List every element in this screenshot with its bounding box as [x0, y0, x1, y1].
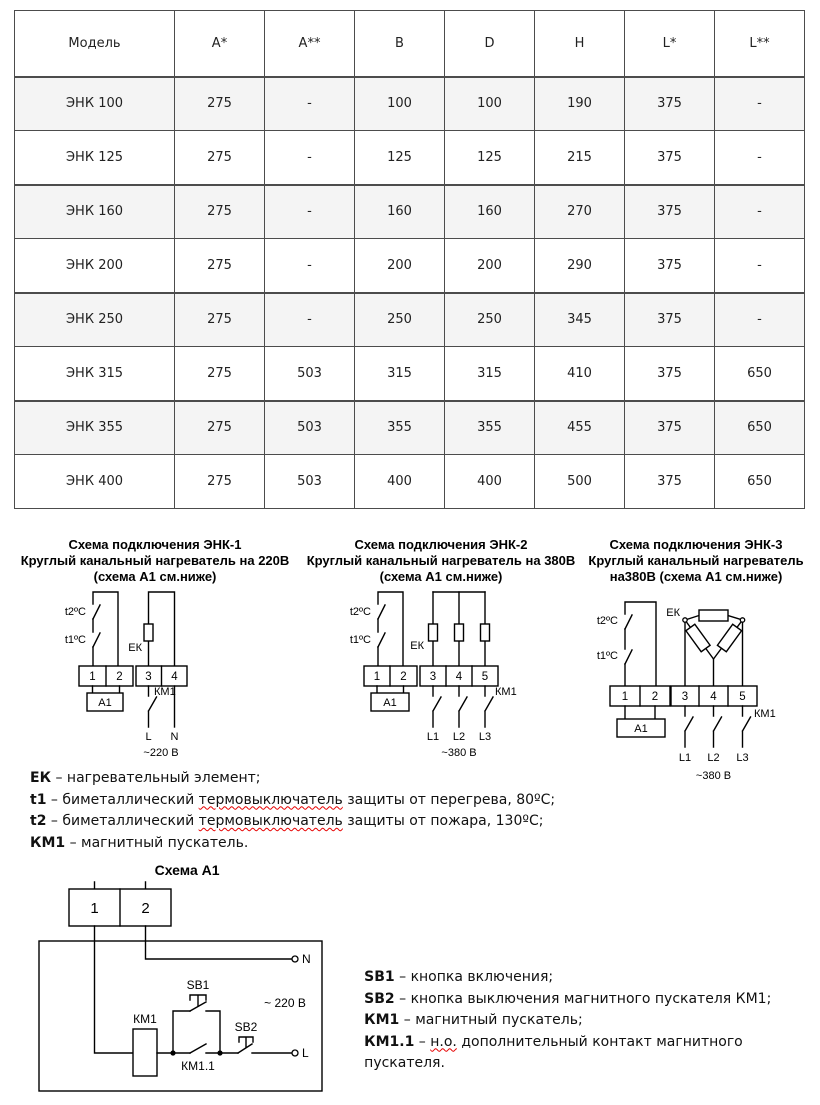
value-cell: 125 [445, 131, 535, 185]
value-cell: 503 [265, 347, 355, 401]
value-cell: - [715, 77, 805, 131]
a1-box-label: А1 [383, 697, 397, 709]
value-cell: 100 [445, 77, 535, 131]
value-cell: 315 [445, 347, 535, 401]
t1-thermal-switch-label: t1ºC [596, 650, 618, 662]
legend-term: SB1 [364, 969, 395, 985]
a1-box-label: А1 [634, 723, 648, 735]
terminal-number: 1 [373, 671, 381, 683]
t2-thermal-switch-label: t2ºC [596, 615, 618, 627]
title-line: Схема подключения ЭНК-1 [68, 537, 242, 552]
value-cell: 375 [625, 455, 715, 509]
value-cell: - [265, 185, 355, 239]
legend-item: КМ1 – магнитный пускатель. [30, 834, 249, 851]
terminal-number: 1 [89, 671, 96, 683]
wiring-diagrams-row [0, 537, 820, 784]
value-cell: 275 [175, 239, 265, 293]
heater-element-label: ЕК [128, 642, 142, 654]
legend-term: КМ1.1 [364, 1033, 415, 1050]
terminal-number: 1 [90, 900, 99, 917]
value-cell: 355 [445, 401, 535, 455]
value-cell: - [265, 239, 355, 293]
value-cell: 650 [715, 401, 805, 455]
model-cell: ЭНК 355 [15, 401, 175, 455]
value-cell: 375 [625, 77, 715, 131]
value-cell: 200 [355, 239, 445, 293]
contactor-coil-label: КМ1 [133, 1012, 157, 1026]
value-cell: 650 [715, 347, 805, 401]
title-line: Круглый канальный нагреватель на 220В [20, 553, 290, 568]
schema-a1 [20, 862, 354, 1103]
aux-contact-label: КМ1.1 [181, 1059, 215, 1073]
stop-button-label: SB2 [234, 1020, 258, 1034]
phase-label: L1 [426, 731, 440, 743]
column-header: A* [175, 11, 265, 77]
title-line: Круглый канальный нагреватель на 380В [306, 553, 576, 568]
contactor-label: КМ1 [154, 686, 176, 698]
neutral-label: N [170, 731, 179, 743]
terminal-number: 2 [400, 671, 407, 683]
value-cell: 250 [445, 293, 535, 347]
value-cell: 275 [175, 347, 265, 401]
value-cell: 270 [535, 185, 625, 239]
value-cell: 503 [265, 401, 355, 455]
legend-control-circuit [364, 967, 820, 1103]
voltage-label: ~220 В [143, 747, 179, 759]
legend-item: SB1 – кнопка включения; [364, 969, 554, 985]
value-cell: 275 [175, 401, 265, 455]
title-line: (схема А1 см.ниже) [379, 569, 503, 584]
contactor-label: КМ1 [495, 686, 517, 698]
phase-label: L2 [452, 731, 466, 743]
value-cell: 275 [175, 185, 265, 239]
legend-term: ЕК [30, 770, 52, 786]
legend-term: КМ1 [30, 834, 66, 851]
title-line: (схема А1 см.ниже) [93, 569, 217, 584]
value-cell: 650 [715, 455, 805, 509]
terminal-number: 5 [739, 691, 746, 703]
legend-term: t1 [30, 791, 47, 808]
value-cell: 400 [445, 455, 535, 509]
a1-box-label: А1 [98, 697, 112, 709]
model-cell: ЭНК 315 [15, 347, 175, 401]
value-cell: 375 [625, 131, 715, 185]
terminal-number: 4 [455, 671, 463, 683]
table-body [15, 77, 805, 509]
heater-element-label: ЕК [666, 607, 680, 619]
value-cell: - [715, 239, 805, 293]
dimensions-table [14, 10, 805, 509]
value-cell: 160 [355, 185, 445, 239]
contactor-label: КМ1 [754, 708, 776, 720]
legend-term: t2 [30, 813, 47, 829]
value-cell: - [715, 293, 805, 347]
phase-label: L [145, 731, 152, 743]
value-cell: 200 [445, 239, 535, 293]
phase-label: L3 [478, 731, 492, 743]
title-line: Схема подключения ЭНК-2 [354, 537, 528, 552]
model-cell: ЭНК 160 [15, 185, 175, 239]
value-cell: - [715, 131, 805, 185]
t2-thermal-switch-label: t2ºC [349, 606, 371, 618]
value-cell: 275 [175, 77, 265, 131]
value-cell: 190 [535, 77, 625, 131]
diagram-enk3 [582, 537, 810, 784]
t1-thermal-switch-label: t1ºC [64, 634, 86, 646]
table-header-row [15, 11, 805, 77]
schema-a1-title: Схема А1 [154, 862, 220, 878]
t1-thermal-switch-label: t1ºC [349, 634, 371, 646]
circuit-schematic-enk3 [582, 589, 810, 784]
table-row [15, 131, 805, 185]
terminal-number: 4 [171, 671, 178, 683]
value-cell: 315 [355, 347, 445, 401]
table-row [15, 347, 805, 401]
diagram-enk3-title [582, 537, 810, 585]
model-cell: ЭНК 200 [15, 239, 175, 293]
terminal-number: 3 [681, 691, 689, 703]
value-cell: 410 [535, 347, 625, 401]
terminal-number: 3 [145, 671, 152, 683]
phase-label: L3 [736, 752, 749, 764]
title-line: Круглый канальный нагреватель [588, 553, 804, 568]
neutral-label: N [302, 952, 311, 966]
value-cell: 375 [625, 347, 715, 401]
value-cell: 290 [535, 239, 625, 293]
table-row [15, 401, 805, 455]
column-header: H [535, 11, 625, 77]
value-cell: 125 [355, 131, 445, 185]
value-cell: 375 [625, 239, 715, 293]
table-row [15, 185, 805, 239]
value-cell: 215 [535, 131, 625, 185]
spellcheck-underlined-word: термовыключатель [198, 813, 343, 829]
schema-a1-section [0, 862, 820, 1103]
diagram-enk2 [306, 537, 576, 784]
terminal-number: 4 [710, 691, 717, 703]
phase-label: L2 [707, 752, 720, 764]
legend-item: t2 – биметаллический термовыключатель защиты от пожара, 130ºС; [30, 813, 544, 829]
legend-item: t1 – биметаллический термовыключатель защиты от перегрева, 80ºС; [30, 791, 556, 808]
value-cell: 400 [355, 455, 445, 509]
value-cell: 275 [175, 131, 265, 185]
table-row [15, 77, 805, 131]
value-cell: 355 [355, 401, 445, 455]
legend-term: SB2 [364, 990, 395, 1007]
voltage-label: ~380 В [695, 770, 732, 782]
spellcheck-underlined-word: н.о. [430, 1033, 457, 1050]
terminal-number: 1 [621, 691, 629, 703]
model-cell: ЭНК 125 [15, 131, 175, 185]
value-cell: - [265, 77, 355, 131]
table-row [15, 293, 805, 347]
model-cell: ЭНК 250 [15, 293, 175, 347]
table-row [15, 239, 805, 293]
title-line: на380В (схема А1 см.ниже) [609, 569, 783, 584]
circuit-schematic-enk1 [30, 589, 260, 759]
legend-term: КМ1 [364, 1012, 400, 1028]
model-cell: ЭНК 400 [15, 455, 175, 509]
terminal-number: 2 [141, 900, 150, 917]
value-cell: - [715, 185, 805, 239]
value-cell: 100 [355, 77, 445, 131]
value-cell: 375 [625, 185, 715, 239]
terminal-number: 2 [651, 691, 659, 703]
value-cell: 375 [625, 293, 715, 347]
terminal-number: 2 [116, 671, 123, 683]
start-button-label: SB1 [186, 978, 210, 992]
value-cell: 345 [535, 293, 625, 347]
column-header: L* [625, 11, 715, 77]
value-cell: 275 [175, 455, 265, 509]
voltage-label: ~380 В [441, 747, 477, 759]
legend-item: ЕК – нагревательный элемент; [30, 770, 261, 786]
value-cell: 375 [625, 401, 715, 455]
column-header: L** [715, 11, 805, 77]
spellcheck-underlined-word: термовыключатель [198, 791, 343, 808]
value-cell: - [265, 293, 355, 347]
heater-element-label: ЕК [410, 640, 424, 652]
phase-label: L1 [678, 752, 692, 764]
diagram-enk2-title [306, 537, 576, 585]
value-cell: 250 [355, 293, 445, 347]
value-cell: - [265, 131, 355, 185]
voltage-label: ~ 220 В [264, 996, 306, 1010]
column-header: B [355, 11, 445, 77]
column-header: Модель [15, 11, 175, 77]
value-cell: 160 [445, 185, 535, 239]
circuit-schematic-enk2 [328, 589, 568, 759]
value-cell: 275 [175, 293, 265, 347]
title-line: Схема подключения ЭНК-3 [609, 537, 783, 552]
legend-item: КМ1 – магнитный пускатель; [364, 1012, 583, 1028]
legend-item: КМ1.1 – н.о. дополнительный контакт магнитного пускателя. [364, 1033, 743, 1071]
t2-thermal-switch-label: t2ºC [64, 606, 86, 618]
value-cell: 503 [265, 455, 355, 509]
schema-a1-drawing [20, 879, 350, 1099]
legend-item: SB2 – кнопка выключения магнитного пускателя КМ1; [364, 990, 772, 1007]
diagram-enk1 [10, 537, 300, 784]
phase-label: L [302, 1046, 309, 1060]
column-header: A** [265, 11, 355, 77]
model-cell: ЭНК 100 [15, 77, 175, 131]
table-row [15, 455, 805, 509]
terminal-number: 3 [429, 671, 437, 683]
column-header: D [445, 11, 535, 77]
value-cell: 500 [535, 455, 625, 509]
terminal-number: 5 [481, 671, 489, 683]
dimensions-table-wrap [0, 0, 820, 509]
value-cell: 455 [535, 401, 625, 455]
diagram-enk1-title [10, 537, 300, 585]
